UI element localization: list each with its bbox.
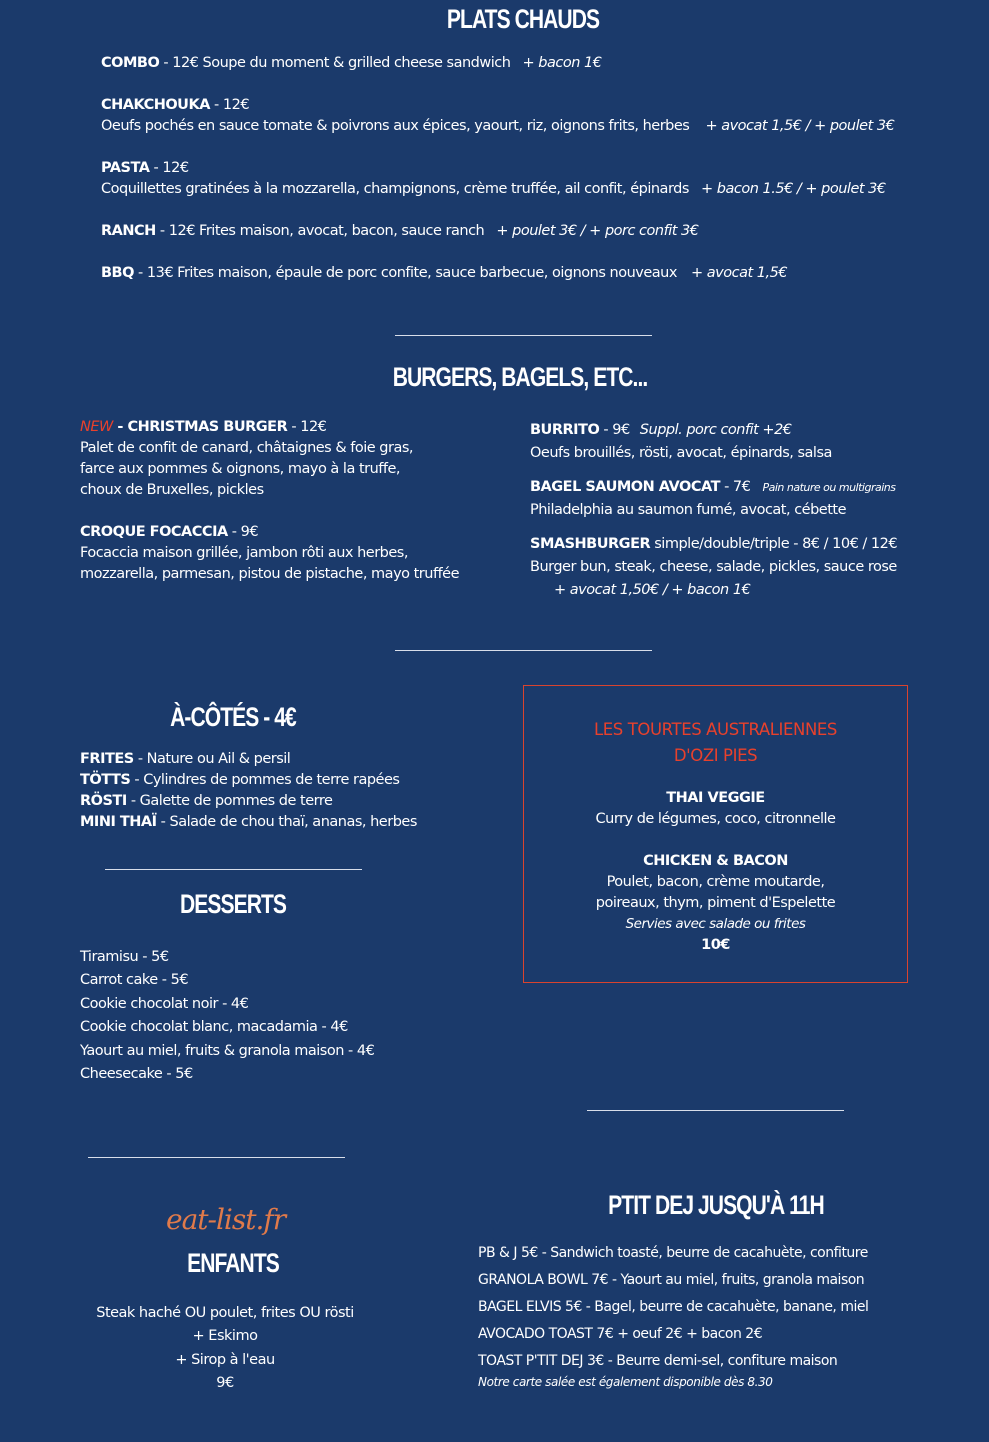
item-price: - 9€: [599, 422, 630, 438]
item-desc: Focaccia maison grillée, jambon rôti aux herbes,: [80, 545, 408, 561]
item-extra: + avocat 1,50€ / + bacon 1€: [554, 582, 751, 598]
sides-list: [80, 749, 417, 833]
tourtes-box: [523, 685, 908, 983]
item-desc: Oeufs brouillés, rösti, avocat, épinards, salsa: [530, 445, 832, 461]
tourtes-title-line: LES TOURTES AUSTRALIENNES: [593, 720, 838, 739]
item-price: 9€: [216, 1375, 234, 1392]
item-name: BBQ: [101, 265, 134, 281]
divider: [587, 1110, 844, 1111]
list-item: Yaourt au miel, fruits & granola maison - 4€: [80, 1042, 375, 1059]
list-item: TOAST P'TIT DEJ 3€ - Beurre demi-sel, confiture maison: [478, 1353, 838, 1369]
item-price: simple/double/triple - 8€ / 10€ / 12€: [650, 536, 898, 552]
item-extra: + bacon 1€: [522, 55, 602, 71]
list-item: AVOCADO TOAST 7€ + oeuf 2€ + bacon 2€: [478, 1326, 763, 1342]
item-price: - 13€ Frites maison, épaule de porc confite, sauce barbecue, oignons nouveaux: [133, 265, 677, 281]
menu-item-bbq: [101, 263, 787, 284]
item-name: CROQUE FOCACCIA: [80, 524, 228, 540]
item-desc: - Galette de pommes de terre: [126, 793, 333, 809]
list-item: Tiramisu - 5€: [80, 949, 169, 965]
tourtes-title: [524, 717, 907, 769]
item-price: - 7€: [719, 479, 751, 495]
item-name: CHAKCHOUKA: [101, 97, 210, 113]
item-note: Pain nature ou multigrains: [762, 481, 896, 494]
item-name: BURRITO: [530, 422, 600, 438]
enfants-title: ENFANTS: [187, 1248, 279, 1278]
item-extra: + bacon 1.5€ / + poulet 3€: [701, 181, 886, 197]
list-item: [80, 770, 417, 791]
item-desc: farce aux pommes & oignons, mayo à la truffe,: [80, 461, 401, 477]
desserts-list: [80, 946, 374, 1086]
item-desc: Curry de légumes, coco, citronnelle: [595, 811, 836, 827]
menu-item-burrito: [530, 419, 832, 465]
divider: [395, 335, 652, 336]
item-price: - 9€: [227, 524, 259, 540]
item-name: RANCH: [101, 223, 156, 239]
desserts-title: DESSERTS: [179, 889, 287, 919]
tourtes-title-line: D'OZI PIES: [673, 746, 758, 765]
item-desc: - Cylindres de pommes de terre rapées: [130, 772, 400, 788]
tourte-chicken-bacon: [524, 851, 907, 956]
item-desc: - Nature ou Ail & persil: [133, 751, 291, 767]
menu-item-pasta: [101, 158, 886, 200]
burgers-title: BURGERS, BAGELS, ETC...: [392, 362, 648, 392]
list-item: Carrot cake - 5€: [80, 972, 189, 989]
item-price: 10€: [701, 937, 730, 953]
item-name: COMBO: [101, 55, 160, 71]
menu-item-combo: [101, 53, 601, 74]
item-name: CHICKEN & BACON: [643, 853, 788, 869]
ptitdej-title: PTIT DEJ JUSQU'À 11H: [608, 1190, 824, 1220]
menu-item-croque-focaccia: [80, 522, 459, 585]
menu-item-chakchouka: [101, 95, 894, 137]
item-desc: choux de Bruxelles, pickles: [80, 482, 264, 498]
item-desc: Oeufs pochés en sauce tomate & poivrons aux épices, yaourt, riz, oignons frits, herbes: [101, 118, 690, 134]
item-name: THAI VEGGIE: [666, 790, 765, 806]
item-extra: + avocat 1,5€ / + poulet 3€: [705, 118, 895, 134]
item-desc: - Salade de chou thaï, ananas, herbes: [156, 814, 417, 830]
item-name: PASTA: [101, 160, 150, 176]
item-desc: Coquillettes gratinées à la mozzarella, champignons, crème truffée, ail confit, épinards: [101, 181, 689, 197]
divider: [105, 869, 362, 870]
item-name: - CHRISTMAS BURGER: [112, 419, 288, 435]
plats-title: PLATS CHAUDS: [446, 4, 600, 34]
item-price: - 12€ Frites maison, avocat, bacon, sauce ranch: [155, 223, 485, 239]
item-extra: + poulet 3€ / + porc confit 3€: [496, 223, 699, 239]
item-desc: + Eskimo: [192, 1328, 258, 1345]
list-item: PB & J 5€ - Sandwich toasté, beurre de cacahuète, confiture: [478, 1245, 868, 1261]
item-note: Suppl. porc confit +2€: [639, 422, 792, 438]
enfants-menu: [40, 1302, 410, 1396]
item-desc: Poulet, bacon, crème moutarde,: [606, 874, 825, 890]
ptitdej-list: [478, 1240, 868, 1375]
item-desc: Philadelphia au saumon fumé, avocat, cébette: [530, 502, 847, 518]
item-desc: Steak haché OU poulet, frites OU rösti: [96, 1305, 354, 1321]
menu-item-christmas-burger: [80, 417, 413, 501]
sides-title: À-CÔTÉS - 4€: [170, 702, 296, 732]
list-item: Cookie chocolat blanc, macadamia - 4€: [80, 1019, 348, 1036]
list-item: Cheesecake - 5€: [80, 1066, 193, 1083]
item-name: RÖSTI: [80, 793, 127, 809]
item-extra: + avocat 1,5€: [691, 265, 788, 281]
divider: [88, 1157, 345, 1158]
item-desc: Palet de confit de canard, châtaignes & foie gras,: [80, 440, 414, 456]
served-note: Servies avec salade ou frites: [625, 916, 806, 932]
list-item: [80, 812, 417, 833]
item-price: - 12€: [287, 419, 327, 435]
item-price: - 12€: [209, 97, 250, 113]
list-item: [80, 791, 417, 812]
item-name: TÖTTS: [80, 772, 131, 788]
list-item: [80, 749, 417, 770]
list-item: BAGEL ELVIS 5€ - Bagel, beurre de cacahuète, banane, miel: [478, 1299, 869, 1315]
list-item: Cookie chocolat noir - 4€: [80, 995, 249, 1012]
item-desc: mozzarella, parmesan, pistou de pistache, mayo truffée: [80, 566, 460, 582]
item-price: - 12€ Soupe du moment & grilled cheese sandwich: [159, 55, 511, 71]
list-item: GRANOLA BOWL 7€ - Yaourt au miel, fruits, granola maison: [478, 1272, 865, 1288]
item-desc: Burger bun, steak, cheese, salade, pickles, sauce rose: [530, 559, 897, 575]
tourte-thai-veggie: [524, 788, 907, 830]
divider: [395, 650, 652, 651]
item-name: FRITES: [80, 751, 134, 767]
item-name: BAGEL SAUMON AVOCAT: [530, 479, 720, 495]
new-badge: NEW: [80, 419, 113, 435]
menu-item-ranch: [101, 221, 698, 242]
menu-item-bagel-saumon: [530, 476, 895, 522]
item-name: MINI THAÏ: [80, 814, 157, 830]
item-price: - 12€: [149, 160, 189, 176]
item-name: SMASHBURGER: [530, 536, 651, 552]
item-desc: + Sirop à l'eau: [175, 1351, 275, 1368]
ptitdej-note: Notre carte salée est également disponible dès 8.30: [478, 1375, 773, 1389]
watermark-logo: eat-list.fr: [166, 1203, 286, 1236]
item-desc: poireaux, thym, piment d'Espelette: [595, 895, 836, 911]
menu-item-smashburger: [530, 533, 897, 602]
